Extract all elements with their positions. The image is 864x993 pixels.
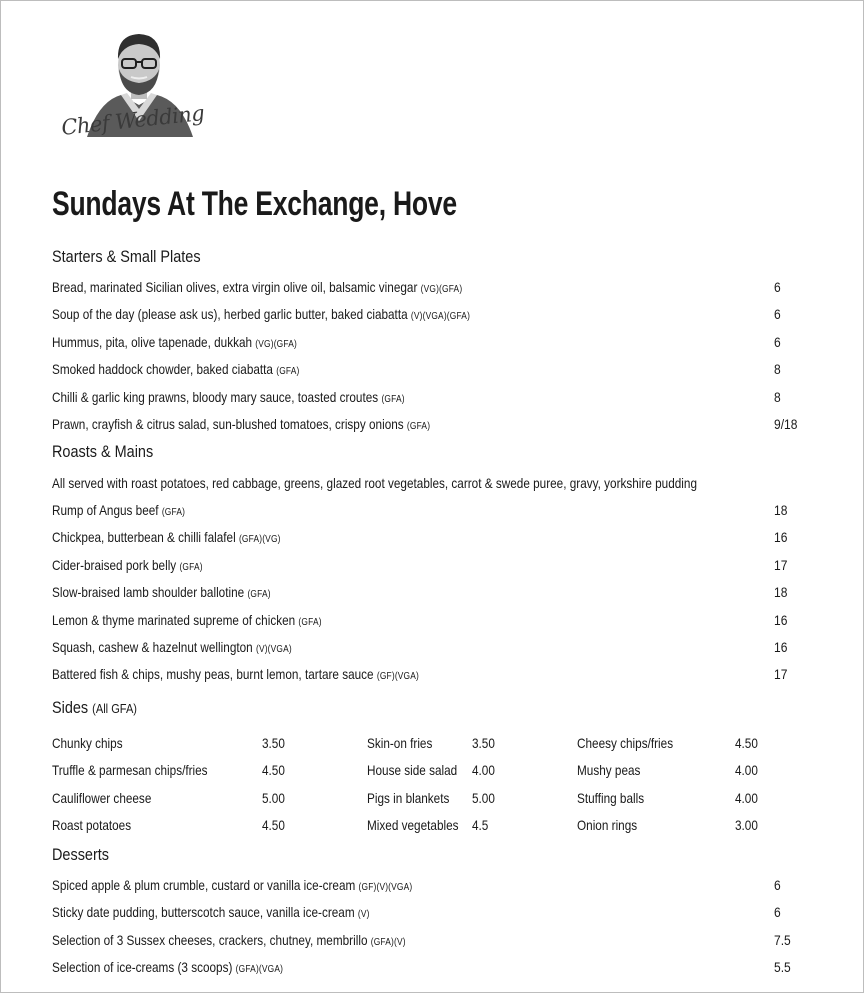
side-item-price: 4.00	[735, 762, 758, 779]
menu-item	[52, 557, 814, 577]
menu-item-description	[52, 557, 203, 573]
menu-item-name: Lemon & thyme marinated supreme of chicken	[52, 611, 296, 628]
menu-item-name: Hummus, pita, olive tapenade, dukkah	[52, 333, 253, 350]
menu-item-description	[52, 666, 419, 682]
menu-item	[52, 416, 814, 436]
menu-item	[52, 584, 814, 604]
dietary-tags: (GF)(VGA)	[376, 671, 420, 683]
menu-item	[52, 361, 814, 381]
menu-item-description	[52, 502, 185, 518]
menu-item	[52, 959, 814, 979]
menu-item-price: 5.5	[774, 959, 791, 976]
dietary-tags: (GFA)(V)	[370, 936, 406, 948]
menu-item-name: Selection of 3 Sussex cheeses, crackers, chutney, membrillo	[52, 931, 368, 948]
section-heading-desserts: Desserts	[52, 845, 110, 864]
menu-item-name: Spiced apple & plum crumble, custard or vanilla ice-cream	[52, 877, 356, 893]
menu-item-price: 16	[774, 639, 788, 655]
menu-item	[52, 334, 814, 354]
side-item-name: Stuffing balls	[577, 789, 645, 806]
side-item-name: Skin-on fries	[367, 735, 433, 751]
section-heading-starters: Starters & Small Plates	[52, 247, 201, 266]
menu-item-price: 7.5	[774, 931, 791, 948]
dietary-tags: (GFA)	[298, 616, 322, 628]
chef-portrait-logo	[59, 29, 229, 139]
side-item-price: 4.00	[472, 762, 495, 779]
menu-item-price: 6	[774, 877, 781, 893]
dietary-tags: (V)	[357, 909, 370, 921]
menu-item-name: Smoked haddock chowder, baked ciabatta	[52, 361, 273, 378]
menu-item	[52, 502, 814, 522]
dietary-tags: (GFA)(VG)	[238, 534, 281, 546]
menu-item-description	[52, 959, 283, 975]
menu-item-name: Soup of the day (please ask us), herbed garlic butter, baked ciabatta	[52, 306, 408, 323]
side-item-price: 3.00	[735, 817, 758, 834]
side-item-name: Mushy peas	[577, 762, 641, 779]
menu-item-name: Battered fish & chips, mushy peas, burnt lemon, tartare sauce	[52, 666, 374, 683]
menu-item-description	[52, 612, 322, 628]
menu-item-description	[52, 279, 462, 295]
side-item-price: 4.50	[262, 817, 285, 834]
side-item-name: Truffle & parmesan chips/fries	[52, 762, 208, 779]
menu-item-description	[52, 584, 271, 600]
side-item-price: 4.00	[735, 789, 758, 806]
menu-item-name: Chickpea, butterbean & chilli falafel	[52, 529, 236, 546]
dietary-tags: (GFA)	[406, 421, 431, 432]
menu-item	[52, 877, 814, 897]
menu-item-description	[52, 416, 430, 432]
menu-item-name: Squash, cashew & hazelnut wellington	[52, 639, 253, 655]
menu-item-description	[52, 334, 297, 350]
side-item-name: House side salad	[367, 762, 458, 779]
menu-item-price: 8	[774, 361, 781, 378]
menu-item	[52, 666, 814, 686]
menu-item	[52, 389, 814, 409]
side-item-price: 3.50	[262, 735, 285, 751]
menu-item	[52, 306, 814, 326]
menu-item-name: Prawn, crayfish & citrus salad, sun-blushed tomatoes, crispy onions	[52, 416, 404, 432]
side-item-price: 4.5	[472, 817, 489, 834]
menu-item-description	[52, 639, 292, 655]
side-item-name: Pigs in blankets	[367, 789, 450, 806]
menu-item-price: 16	[774, 529, 788, 546]
menu-item-description	[52, 932, 406, 948]
menu-item	[52, 904, 814, 924]
menu-item	[52, 612, 814, 632]
menu-item-name: Bread, marinated Sicilian olives, extra virgin olive oil, balsamic vinegar	[52, 279, 418, 295]
page-title: Sundays At The Exchange, Hove	[52, 185, 457, 223]
menu-item-price: 6	[774, 306, 781, 323]
side-item-name: Roast potatoes	[52, 817, 132, 834]
side-item-price: 5.00	[472, 789, 495, 806]
dietary-tags: (GFA)(VGA)	[235, 964, 284, 976]
side-item-name: Chunky chips	[52, 735, 123, 751]
sides-heading-label: Sides	[52, 698, 89, 717]
menu-item-description	[52, 306, 470, 322]
dietary-tags: (GFA)	[247, 589, 271, 601]
dietary-tags: (VG)(GFA)	[255, 338, 297, 350]
side-item-name: Cauliflower cheese	[52, 789, 152, 806]
side-item-name: Onion rings	[577, 817, 638, 834]
menu-item-description	[52, 904, 370, 920]
sides-heading-note: (All GFA)	[92, 701, 137, 716]
menu-item-name: Cider-braised pork belly	[52, 556, 177, 573]
dietary-tags: (V)(VGA)(GFA)	[410, 311, 471, 323]
menu-item	[52, 279, 814, 299]
menu-item-name: Sticky date pudding, butterscotch sauce, vanilla ice-cream	[52, 904, 355, 921]
menu-item-description	[52, 361, 299, 377]
dietary-tags: (GFA)	[276, 366, 300, 378]
menu-item-name: Chilli & garlic king prawns, bloody mary sauce, toasted croutes	[52, 388, 379, 405]
section-heading-sides	[52, 698, 137, 718]
side-item-price: 4.50	[735, 735, 758, 751]
menu-item-price: 17	[774, 666, 788, 683]
side-item-price: 5.00	[262, 789, 285, 806]
menu-item-price: 6	[774, 333, 781, 350]
mains-serving-note: All served with roast potatoes, red cabbage, greens, glazed root vegetables, carrot & swede puree, gravy, yorkshire pudding	[52, 475, 697, 491]
menu-item-price: 9/18	[774, 416, 798, 432]
menu-item-name: Rump of Angus beef	[52, 502, 159, 518]
side-item-name: Mixed vegetables	[367, 817, 459, 834]
section-heading-mains: Roasts & Mains	[52, 442, 154, 461]
menu-item-price: 17	[774, 556, 788, 573]
menu-item-price: 6	[774, 279, 781, 295]
menu-item-price: 8	[774, 388, 781, 405]
menu-item-description	[52, 877, 412, 893]
dietary-tags: (GFA)	[381, 393, 405, 405]
dietary-tags: (GFA)	[179, 561, 203, 573]
menu-item	[52, 639, 814, 659]
menu-item-price: 18	[774, 584, 788, 601]
menu-item	[52, 529, 814, 549]
dietary-tags: (V)(VGA)	[255, 644, 292, 655]
dietary-tags: (GF)(V)(VGA)	[358, 882, 413, 893]
side-item-price: 3.50	[472, 735, 495, 751]
side-item-price: 4.50	[262, 762, 285, 779]
menu-item-name: Slow-braised lamb shoulder ballotine	[52, 584, 245, 601]
menu-item-name: Selection of ice-creams (3 scoops)	[52, 959, 233, 976]
dietary-tags: (VG)(GFA)	[420, 284, 463, 295]
menu-item-price: 6	[774, 904, 781, 921]
menu-item-price: 18	[774, 502, 788, 518]
chef-signature: Chef Wedding	[60, 100, 206, 140]
menu-item-description	[52, 389, 405, 405]
menu-item-description	[52, 529, 281, 545]
menu-item	[52, 932, 814, 952]
side-item-name: Cheesy chips/fries	[577, 735, 674, 751]
menu-item-price: 16	[774, 611, 788, 628]
dietary-tags: (GFA)	[161, 507, 186, 518]
